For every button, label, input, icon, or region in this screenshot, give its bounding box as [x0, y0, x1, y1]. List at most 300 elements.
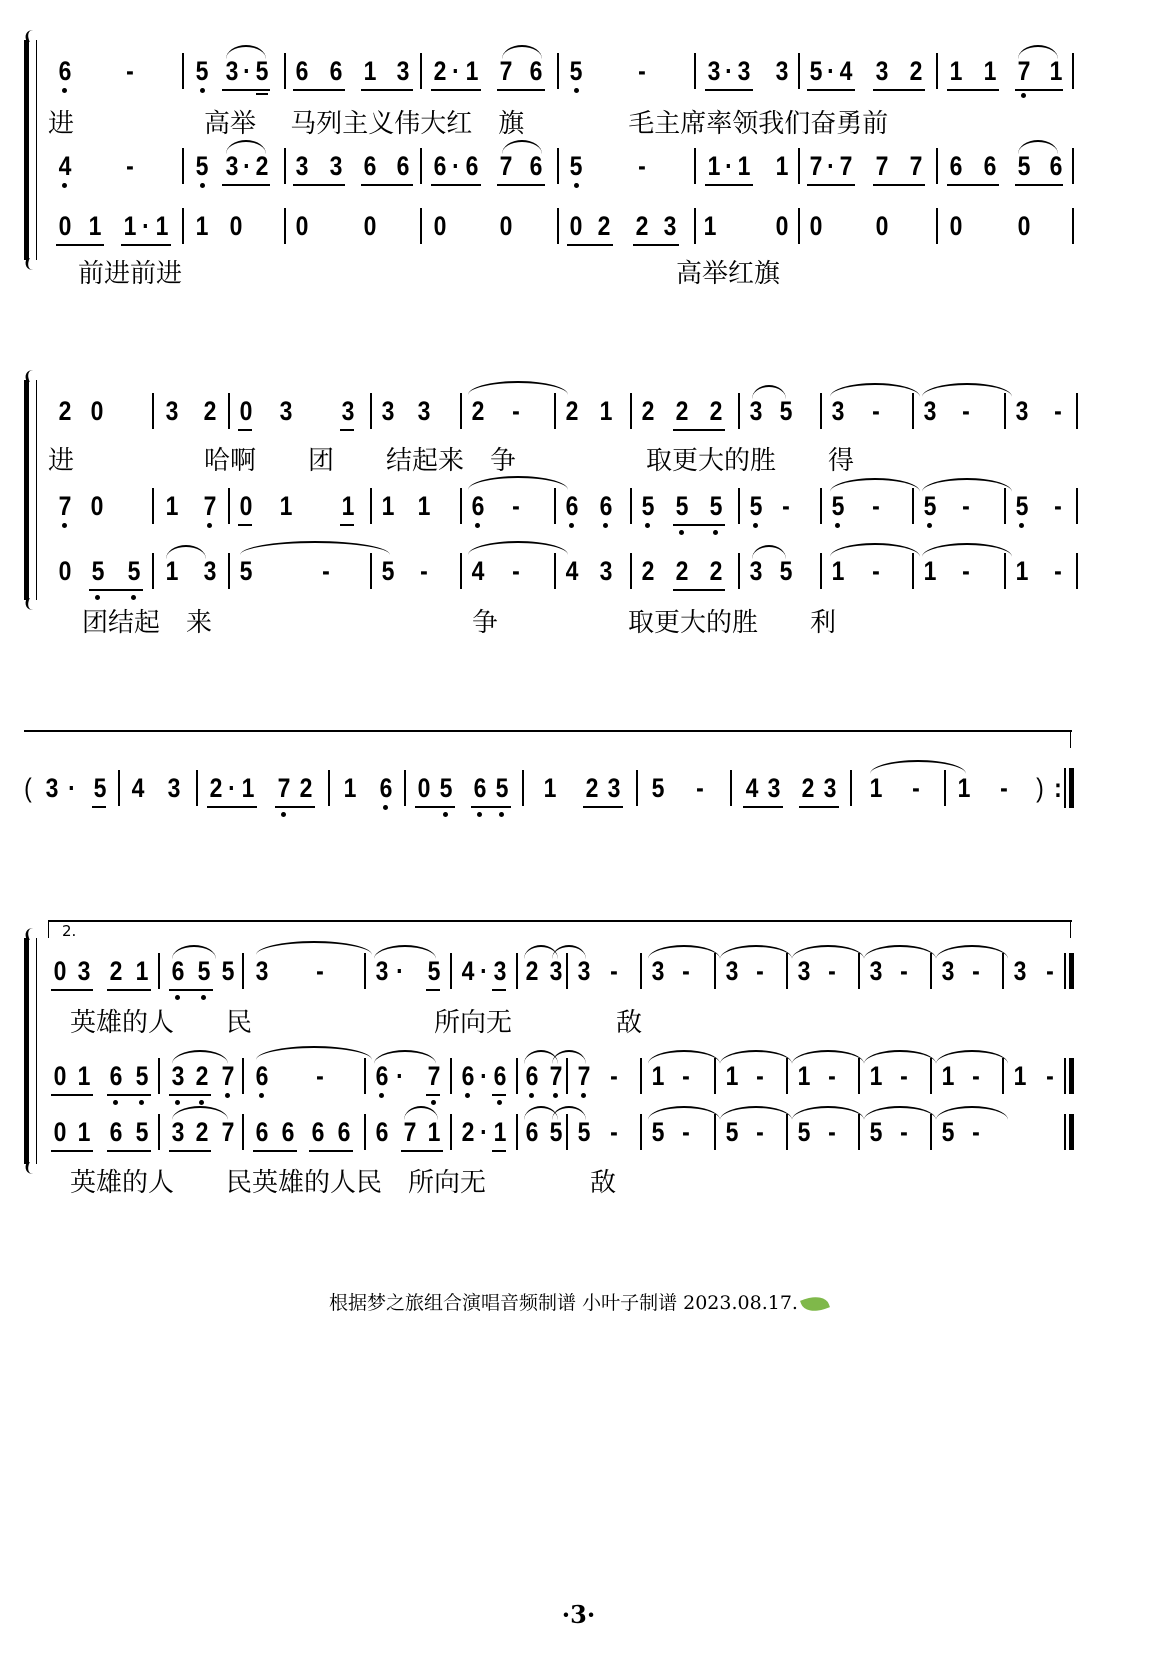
low-octave-dot — [431, 1100, 436, 1105]
note: 6 — [525, 1061, 539, 1091]
barline — [1076, 553, 1078, 589]
note: - — [900, 1061, 908, 1091]
eighth-beam — [431, 89, 481, 91]
note: 5 — [197, 956, 211, 986]
barline — [1072, 148, 1074, 184]
low-octave-dot — [835, 523, 840, 528]
low-octave-dot — [569, 523, 574, 528]
note: 3 — [329, 151, 343, 181]
note: 5 — [923, 491, 937, 521]
low-octave-dot — [753, 523, 758, 528]
eighth-beam — [873, 184, 925, 186]
barline — [420, 208, 422, 244]
note: 5 — [439, 773, 453, 803]
note: 0 — [239, 491, 253, 521]
note: - — [828, 956, 836, 986]
note: 6 — [255, 1061, 269, 1091]
low-octave-dot — [1021, 93, 1026, 98]
note: - — [962, 556, 970, 586]
eighth-beam — [169, 1094, 211, 1096]
barline — [738, 393, 740, 429]
barline — [714, 1114, 716, 1150]
barline — [557, 208, 559, 244]
note: 1 — [77, 1117, 91, 1147]
barline — [936, 148, 938, 184]
slur — [468, 476, 568, 490]
note: 2 — [641, 556, 655, 586]
low-octave-dot — [139, 1100, 144, 1105]
low-octave-dot — [574, 88, 579, 93]
barline — [630, 393, 632, 429]
barline — [1004, 553, 1006, 589]
note: 3 — [577, 956, 591, 986]
low-octave-dot — [443, 812, 448, 817]
barline — [858, 1114, 860, 1150]
barline — [694, 53, 696, 89]
note: · — [142, 211, 150, 241]
note: 1 — [869, 1061, 883, 1091]
note: - — [512, 396, 520, 426]
eighth-beam — [222, 184, 270, 186]
barline — [522, 770, 524, 806]
low-octave-dot — [175, 1100, 180, 1105]
note: 6 — [379, 773, 393, 803]
note: 6 — [983, 151, 997, 181]
note: 3 — [823, 773, 837, 803]
note: · — [243, 151, 251, 181]
note: 6 — [255, 1117, 269, 1147]
note: 5 — [809, 56, 823, 86]
barline — [554, 488, 556, 524]
note: - — [972, 1117, 980, 1147]
slur — [256, 941, 372, 955]
barline — [284, 148, 286, 184]
note: 2 — [461, 1117, 475, 1147]
note: 5 — [641, 491, 655, 521]
note: 1 — [165, 556, 179, 586]
note: 0 — [295, 211, 309, 241]
eighth-beam — [107, 989, 151, 991]
low-octave-dot — [201, 995, 206, 1000]
barline — [714, 953, 716, 989]
note: 2 — [58, 396, 72, 426]
note: - — [872, 556, 880, 586]
barline — [730, 770, 732, 806]
note: 5 — [869, 1117, 883, 1147]
note: 6 — [281, 1117, 295, 1147]
note: 5 — [239, 556, 253, 586]
eighth-beam — [340, 524, 354, 526]
low-octave-dot — [95, 595, 100, 600]
note: 6 — [433, 151, 447, 181]
note: 5 — [255, 56, 269, 86]
note: - — [1054, 396, 1062, 426]
note: 6 — [375, 1061, 389, 1091]
note: 7 — [577, 1061, 591, 1091]
note: 5 — [549, 1117, 563, 1147]
note: 5 — [427, 956, 441, 986]
note: 6 — [493, 1061, 507, 1091]
note: 0 — [569, 211, 583, 241]
repeat-dots: : — [1054, 773, 1062, 803]
eighth-beam — [401, 1150, 443, 1152]
note: 6 — [1049, 151, 1063, 181]
note: 4 — [745, 773, 759, 803]
barline — [460, 488, 462, 524]
final-barline-thin — [1064, 1114, 1066, 1150]
barline — [152, 488, 154, 524]
note: - — [512, 491, 520, 521]
note: 2 — [801, 773, 815, 803]
eighth-beam — [51, 1150, 93, 1152]
eighth-beam — [293, 184, 345, 186]
note: 6 — [529, 56, 543, 86]
note: 1 — [957, 773, 971, 803]
note: 5 — [749, 491, 763, 521]
note: - — [512, 556, 520, 586]
note: 1 — [165, 491, 179, 521]
eighth-beam — [253, 1150, 297, 1152]
eighth-beam — [415, 806, 455, 808]
note: 2 — [909, 56, 923, 86]
barline — [566, 953, 568, 989]
low-octave-dot — [281, 812, 286, 817]
eighth-beam — [207, 806, 257, 808]
note: 0 — [58, 211, 72, 241]
note: 0 — [90, 396, 104, 426]
barline — [242, 1058, 244, 1094]
barline — [820, 553, 822, 589]
eighth-beam — [56, 244, 104, 246]
eighth-beam — [361, 184, 413, 186]
barline — [738, 488, 740, 524]
barline — [554, 393, 556, 429]
note: 3 — [775, 56, 789, 86]
note: 3 — [77, 956, 91, 986]
note: 6 — [471, 491, 485, 521]
note: 3 — [707, 56, 721, 86]
note: 3 — [171, 1117, 185, 1147]
eighth-beam — [309, 1150, 353, 1152]
eighth-beam — [492, 989, 506, 991]
eighth-beam — [107, 1150, 151, 1152]
note: 6 — [949, 151, 963, 181]
note: 6 — [375, 1117, 389, 1147]
barline — [328, 770, 330, 806]
score-system-2 — [0, 380, 1157, 640]
note: 5 — [91, 556, 105, 586]
note: 1 — [1013, 1061, 1027, 1091]
note: 2 — [299, 773, 313, 803]
note: 7 — [875, 151, 889, 181]
note: 5 — [831, 491, 845, 521]
eighth-beam — [673, 589, 725, 591]
note: 2 — [635, 211, 649, 241]
note: - — [872, 396, 880, 426]
note: - — [900, 956, 908, 986]
note: 3 — [663, 211, 677, 241]
note: 2 — [675, 396, 689, 426]
barline — [364, 953, 366, 989]
note: 6 — [461, 1061, 475, 1091]
note: - — [756, 1061, 764, 1091]
barline — [1002, 1058, 1004, 1094]
low-octave-dot — [200, 183, 205, 188]
note: · — [243, 56, 251, 86]
barline — [158, 1058, 160, 1094]
low-octave-dot — [477, 812, 482, 817]
eighth-beam — [471, 806, 511, 808]
barline — [557, 148, 559, 184]
note: 3 — [749, 556, 763, 586]
note: - — [900, 1117, 908, 1147]
low-octave-dot — [62, 183, 67, 188]
note: - — [828, 1061, 836, 1091]
lyrics-soprano: 进 哈啊 团 结起来 争 取更大的胜 得 — [48, 446, 855, 476]
note: 6 — [337, 1117, 351, 1147]
note: 5 — [569, 56, 583, 86]
note: 3 — [599, 556, 613, 586]
note: 4 — [471, 556, 485, 586]
eighth-beam — [497, 184, 545, 186]
note: 3 — [225, 151, 239, 181]
note: 7 — [1017, 56, 1031, 86]
eighth-beam — [583, 806, 623, 808]
eighth-beam — [633, 244, 679, 246]
eighth-beam — [51, 1094, 93, 1096]
note: 7 — [221, 1117, 235, 1147]
note: 2 — [209, 773, 223, 803]
note: 6 — [109, 1117, 123, 1147]
final-barline-thick — [1069, 1114, 1074, 1150]
barline — [1076, 488, 1078, 524]
note: 1 — [725, 1061, 739, 1091]
note: - — [756, 956, 764, 986]
note: 7 — [809, 151, 823, 181]
note: 2 — [109, 956, 123, 986]
barline — [630, 488, 632, 524]
note: · — [725, 151, 733, 181]
barline — [196, 770, 198, 806]
note: 0 — [499, 211, 513, 241]
low-octave-dot — [1019, 523, 1024, 528]
note: 4 — [839, 56, 853, 86]
note: · — [396, 1061, 404, 1091]
note: 0 — [949, 211, 963, 241]
barline — [930, 1114, 932, 1150]
barline — [912, 393, 914, 429]
note: 3 — [279, 396, 293, 426]
note: 3 — [225, 56, 239, 86]
barline — [364, 1058, 366, 1094]
eighth-beam — [426, 1094, 440, 1096]
note: 3 — [375, 956, 389, 986]
note: 3 — [165, 396, 179, 426]
barline — [152, 393, 154, 429]
note: 6 — [363, 151, 377, 181]
eighth-beam — [107, 1094, 151, 1096]
note: 3 — [341, 396, 355, 426]
volta-label: 2. — [62, 922, 77, 940]
eighth-beam — [705, 184, 753, 186]
barline — [694, 148, 696, 184]
note: 3 — [941, 956, 955, 986]
note: 1 — [195, 211, 209, 241]
note: 7 — [499, 56, 513, 86]
note: 5 — [577, 1117, 591, 1147]
barline — [450, 1058, 452, 1094]
note: 0 — [433, 211, 447, 241]
note: - — [610, 1061, 618, 1091]
volta-end-hook — [1070, 730, 1071, 748]
note: 1 — [1015, 556, 1029, 586]
note: · — [480, 1061, 488, 1091]
eighth-beam — [743, 806, 783, 808]
note: 7 — [403, 1117, 417, 1147]
credit-text: 根据梦之旅组合演唱音频制谱 小叶子制谱 2023.08.17. — [329, 1292, 798, 1314]
volta-end-hook — [1070, 920, 1071, 938]
note: 0 — [239, 396, 253, 426]
barline — [640, 953, 642, 989]
low-octave-dot — [927, 523, 932, 528]
barline — [820, 393, 822, 429]
augmentation-dot: · — [68, 773, 76, 803]
barline — [557, 53, 559, 89]
note: 5 — [127, 556, 141, 586]
low-octave-dot — [131, 595, 136, 600]
note: - — [1054, 491, 1062, 521]
note: 6 — [465, 151, 479, 181]
soprano-staff — [0, 55, 1157, 95]
alto-staff — [0, 1060, 1157, 1100]
barline — [1002, 953, 1004, 989]
note: 4 — [461, 956, 475, 986]
note: 6 — [109, 1061, 123, 1091]
note: 3 — [869, 956, 883, 986]
note: 2 — [433, 56, 447, 86]
barline — [228, 393, 230, 429]
note: 1 — [241, 773, 255, 803]
low-octave-dot — [379, 1093, 384, 1098]
note: 1 — [941, 1061, 955, 1091]
note: 5 — [195, 56, 209, 86]
note: 3 — [396, 56, 410, 86]
barline — [738, 553, 740, 589]
barline — [936, 208, 938, 244]
low-octave-dot — [574, 183, 579, 188]
note: - — [126, 151, 134, 181]
note: 0 — [53, 956, 67, 986]
note: 1 — [1049, 56, 1063, 86]
note: · — [396, 956, 404, 986]
note: 1 — [135, 956, 149, 986]
slur — [240, 541, 390, 555]
barline — [158, 953, 160, 989]
barline — [460, 553, 462, 589]
note: 3 — [255, 956, 269, 986]
note: 6 — [58, 56, 72, 86]
note: - — [972, 956, 980, 986]
repeat-barline-thick — [1069, 768, 1074, 808]
note: 1 — [831, 556, 845, 586]
low-octave-dot — [475, 523, 480, 528]
eighth-beam — [567, 244, 613, 246]
barline — [858, 1058, 860, 1094]
eighth-beam — [492, 1094, 506, 1096]
bass-staff — [0, 555, 1157, 595]
barline — [1072, 208, 1074, 244]
barline — [636, 770, 638, 806]
barline — [798, 53, 800, 89]
eighth-beam — [238, 429, 252, 431]
note: - — [1000, 773, 1008, 803]
low-octave-dot — [62, 88, 67, 93]
lyrics-bass: 英雄的人 民英雄的人民 所向无 敌 — [70, 1168, 617, 1198]
low-octave-dot — [113, 1100, 118, 1105]
barline — [798, 148, 800, 184]
barline — [420, 53, 422, 89]
note: 7 — [499, 151, 513, 181]
note: 7 — [839, 151, 853, 181]
note: · — [228, 773, 236, 803]
note: 6 — [396, 151, 410, 181]
note: 1 — [343, 773, 357, 803]
note: 3 — [651, 956, 665, 986]
eighth-beam — [51, 989, 93, 991]
note: 2 — [565, 396, 579, 426]
eighth-beam — [873, 89, 925, 91]
note: 3 — [203, 556, 217, 586]
sixteenth-beam — [256, 93, 268, 95]
note: 0 — [1017, 211, 1031, 241]
note: 6 — [295, 56, 309, 86]
note: 3 — [607, 773, 621, 803]
note: 7 — [427, 1061, 441, 1091]
note: 2 — [597, 211, 611, 241]
note: 1 — [737, 151, 751, 181]
barline — [516, 1114, 518, 1150]
note: 1 — [381, 491, 395, 521]
eighth-beam — [1015, 184, 1063, 186]
barline — [930, 1058, 932, 1094]
barline — [284, 53, 286, 89]
page-number: ·3· — [561, 1600, 596, 1629]
eighth-beam — [293, 89, 345, 91]
low-octave-dot — [175, 995, 180, 1000]
alto-staff — [0, 150, 1157, 190]
note: 5 — [221, 956, 235, 986]
eighth-beam — [1015, 89, 1063, 91]
note: 3 — [381, 396, 395, 426]
note: 5 — [569, 151, 583, 181]
note: 1 — [869, 773, 883, 803]
note: 3 — [171, 1061, 185, 1091]
note: 5 — [93, 773, 107, 803]
barline — [1004, 393, 1006, 429]
note: · — [452, 56, 460, 86]
slur — [256, 1046, 372, 1060]
eighth-beam — [799, 806, 839, 808]
low-octave-dot — [225, 1093, 230, 1098]
barline — [566, 1058, 568, 1094]
note: 0 — [809, 211, 823, 241]
note: 3 — [923, 396, 937, 426]
note: 5 — [725, 1117, 739, 1147]
barline — [912, 488, 914, 524]
barline — [858, 953, 860, 989]
note: 3 — [1015, 396, 1029, 426]
low-octave-dot — [645, 523, 650, 528]
